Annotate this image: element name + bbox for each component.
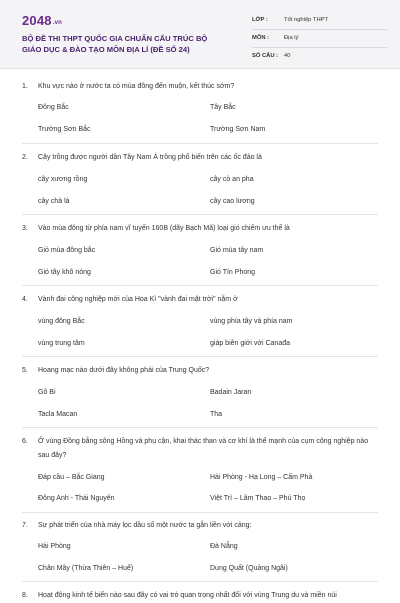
option-a[interactable]: Đông Bắc xyxy=(38,104,69,111)
option-b[interactable]: Tây Bắc xyxy=(210,104,236,111)
question-number: 3. xyxy=(22,225,28,232)
question-text: Cây trồng được người dân Tây Nam Á trồng phổ biến trên các ốc đảo là xyxy=(38,154,262,161)
option-b[interactable]: Đà Nẵng xyxy=(210,543,238,550)
question-number: 1. xyxy=(22,83,28,90)
question-text: Hoạt động kinh tế biển nào sau đây có vai trò quan trọng nhất đối với vùng Trung du và miền núi xyxy=(38,592,337,599)
meta-row-count xyxy=(252,48,387,65)
question-divider xyxy=(22,512,378,513)
question-divider xyxy=(22,143,378,144)
option-a[interactable]: vùng đông Bắc xyxy=(38,318,85,325)
question-text: Vào mùa đông từ phía nam vĩ tuyến 160B (dãy Bạch Mã) loại gió chiếm ưu thế là xyxy=(38,225,290,232)
logo-suffix: .vn xyxy=(52,20,63,26)
question-divider xyxy=(22,427,378,428)
option-a[interactable]: Gô Bi xyxy=(38,389,56,396)
question-number: 7. xyxy=(22,522,28,529)
option-c[interactable]: vùng trung tâm xyxy=(38,340,85,347)
option-b[interactable]: Hải Phòng - Hạ Long – Cẩm Phả xyxy=(210,474,313,481)
question-text: Hoang mạc nào dưới đây không phải của Trung Quốc? xyxy=(38,367,210,374)
question-text: Khu vực nào ở nước ta có mùa đông đến muộn, kết thúc sớm? xyxy=(38,83,235,90)
option-d[interactable]: giáp biên giới với Canađa xyxy=(210,340,291,347)
question-divider xyxy=(22,214,378,215)
meta-label: MÔN : xyxy=(252,35,270,41)
option-c[interactable]: Gió tây khô nóng xyxy=(38,269,91,276)
question-divider xyxy=(22,356,378,357)
meta-label: SỐ CÂU : xyxy=(252,53,279,59)
question-divider xyxy=(22,285,378,286)
option-b[interactable]: Gió mùa tây nam xyxy=(210,247,264,254)
meta-row-class xyxy=(252,12,387,30)
meta-value: 40 xyxy=(284,53,291,59)
option-d[interactable]: Trường Sơn Nam xyxy=(210,126,266,133)
meta-label: LỚP : xyxy=(252,17,268,23)
option-c[interactable]: Tacla Macan xyxy=(38,411,78,418)
question-text: Sự phát triển của nhà máy lọc dầu số một nước ta gắn liền với cảng: xyxy=(38,522,252,529)
option-d[interactable]: Gió Tín Phong xyxy=(210,269,256,276)
option-d[interactable]: Việt Trì – Lâm Thao – Phú Thọ xyxy=(210,495,306,502)
exam-meta xyxy=(252,12,387,65)
question-number: 8. xyxy=(22,592,28,599)
option-c[interactable]: Trường Sơn Bắc xyxy=(38,126,91,133)
meta-value: Địa lý xyxy=(284,35,299,41)
meta-value: Tốt nghiệp THPT xyxy=(284,17,329,23)
option-b[interactable]: Badain Jaran xyxy=(210,389,252,396)
meta-row-subject xyxy=(252,30,387,48)
question-number: 6. xyxy=(22,438,28,445)
exam-header xyxy=(0,0,400,69)
option-d[interactable]: Tha xyxy=(210,411,223,418)
option-a[interactable]: Hải Phòng xyxy=(38,543,71,550)
option-a[interactable]: cây xương rồng xyxy=(38,176,88,183)
option-b[interactable]: vùng phía tây và phía nam xyxy=(210,318,293,325)
question-number: 4. xyxy=(22,296,28,303)
option-d[interactable]: Dung Quất (Quảng Ngãi) xyxy=(210,565,288,572)
question-text: Ở vùng Đồng bằng sông Hồng và phụ cận, khai thác than và cơ khí là thế mạnh của cụm công nghiệp nào sau đây? xyxy=(38,438,369,459)
exam-title: BỘ ĐỀ THI THPT QUỐC GIA CHUẨN CẤU TRÚC BỘ GIÁO DỤC & ĐÀO TẠO MÔN ĐỊA LÍ (ĐỀ SỐ 24) xyxy=(22,34,208,54)
option-b[interactable]: cây cỏ an pha xyxy=(210,176,254,183)
question-number: 5. xyxy=(22,367,28,374)
option-c[interactable]: Đông Anh - Thái Nguyên xyxy=(38,495,115,502)
option-a[interactable]: Đáp cầu – Bắc Giang xyxy=(38,474,105,481)
option-a[interactable]: Gió mùa đông bắc xyxy=(38,247,96,254)
option-c[interactable]: cây chà là xyxy=(38,198,70,205)
logo-text: 2048 xyxy=(22,13,52,28)
question-number: 2. xyxy=(22,154,28,161)
question-divider xyxy=(22,581,378,582)
question-text: Vành đai công nghiệp mới của Hoa Kì "vành đai mặt trời" nằm ở xyxy=(38,296,238,303)
site-logo[interactable] xyxy=(22,13,62,28)
option-d[interactable]: cây cao lương xyxy=(210,198,255,205)
option-c[interactable]: Chân Mây (Thừa Thiên – Huế) xyxy=(38,565,134,572)
